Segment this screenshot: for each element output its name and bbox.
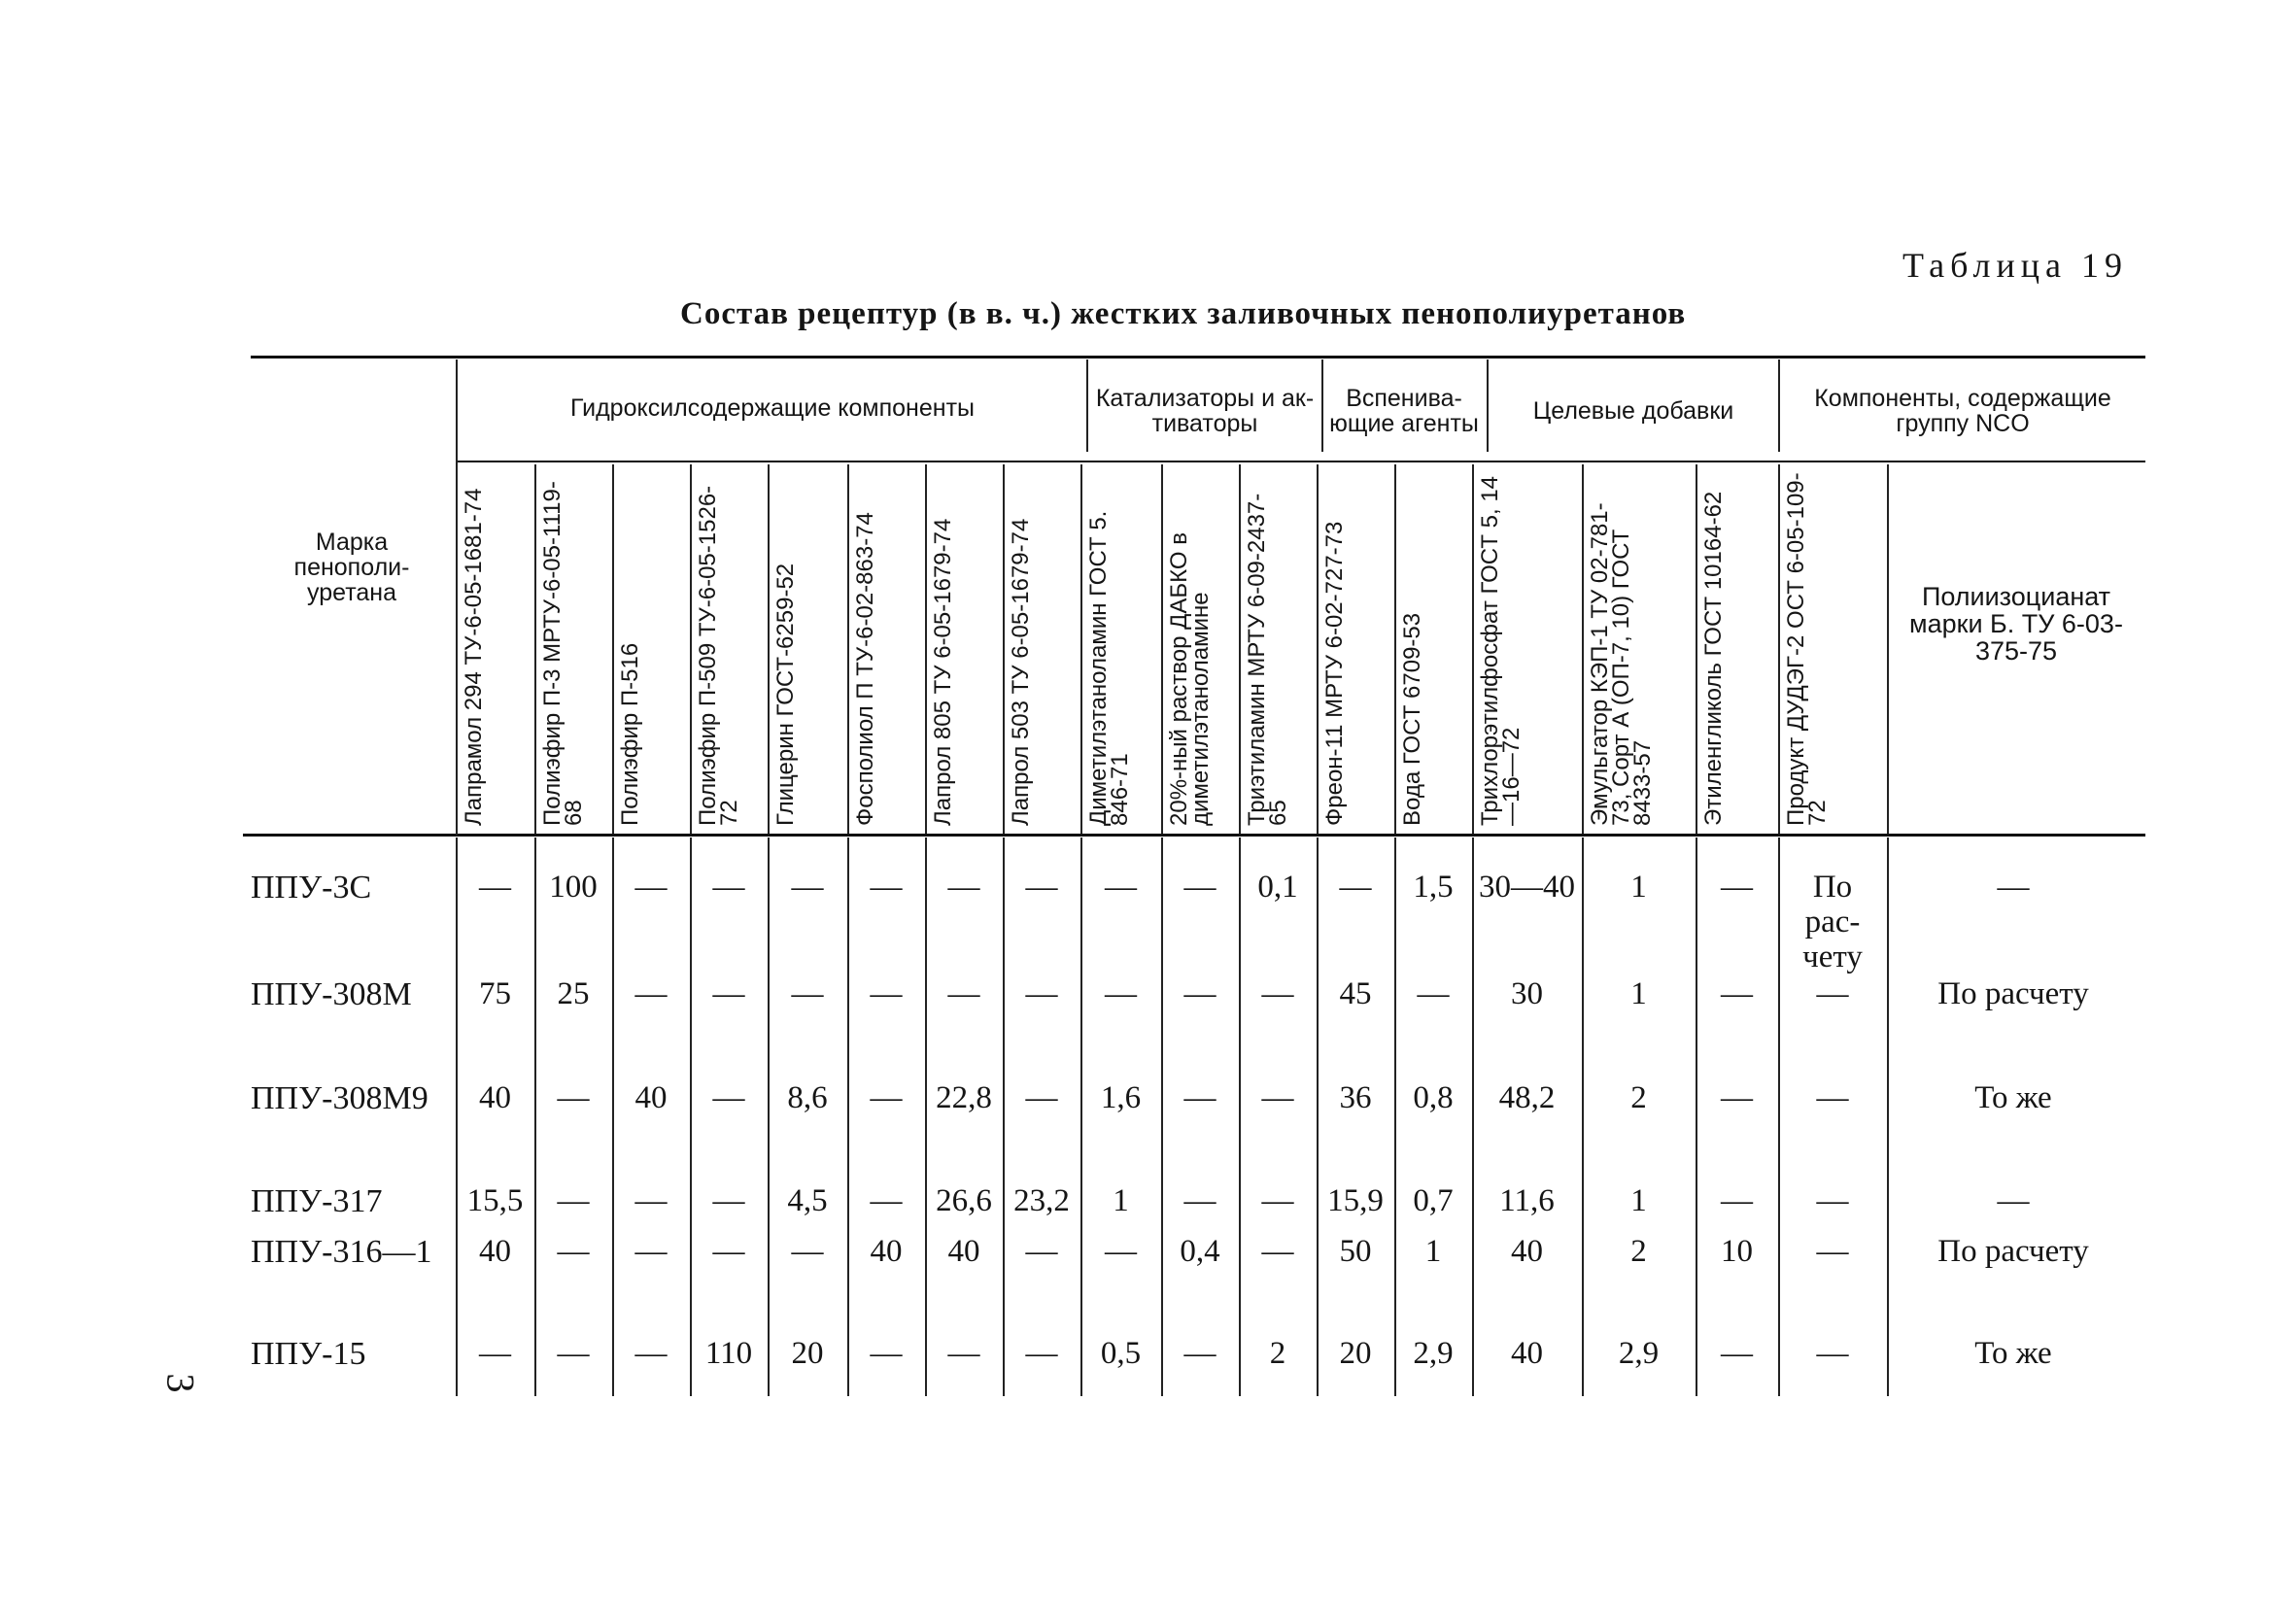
table-label: Таблица 19	[1902, 246, 2128, 285]
table-cell: По расчету	[1937, 1234, 2089, 1269]
table-cell: —	[791, 870, 824, 905]
table-cell: —	[1261, 1234, 1294, 1269]
column-header-text: Триэтиламин МРТУ 6-09-2437-65	[1244, 493, 1291, 826]
column-header-text: Этиленгликоль ГОСТ 10164-62	[1700, 491, 1727, 826]
table-cell: —	[1183, 1336, 1217, 1371]
table-cell: 30—40	[1479, 870, 1575, 905]
column-divider	[1394, 837, 1396, 1396]
column-divider	[768, 837, 770, 1396]
column-divider	[1317, 464, 1319, 834]
column-divider	[690, 837, 692, 1396]
table-cell: —	[1816, 1080, 1849, 1115]
table-cell: —	[557, 1080, 590, 1115]
table-cell: —	[557, 1183, 590, 1218]
table-cell: 11,6	[1499, 1183, 1555, 1218]
table-cell: 1,6	[1100, 1080, 1142, 1115]
table-cell: 40	[1511, 1234, 1543, 1269]
table-cell: 1	[1113, 1183, 1129, 1218]
column-divider	[847, 464, 849, 834]
table-cell: —	[634, 1336, 668, 1371]
table-cell: 0,8	[1413, 1080, 1454, 1115]
table-cell: —	[1997, 1183, 2030, 1218]
table-cell: —	[1816, 1183, 1849, 1218]
table-cell: —	[1183, 1183, 1217, 1218]
column-divider	[925, 464, 927, 834]
table-cell: —	[947, 1336, 980, 1371]
divider	[1778, 359, 1780, 452]
table-cell: —	[947, 870, 980, 905]
table-cell: 2	[1630, 1234, 1647, 1269]
column-header-polyisocyanate: Полиизоцианат марки Б. ТУ 6-03-375-75	[1909, 582, 2123, 666]
column-header-text: 20%-ный раствор ДАБКО в диметилэтаноламине	[1166, 532, 1214, 826]
group-header-hydroxyl: Гидроксилсодержащие компоненты	[570, 394, 975, 422]
table-cell: 2,9	[1618, 1336, 1660, 1371]
table-cell: 20	[1339, 1336, 1372, 1371]
column-divider	[1887, 464, 1889, 834]
table-top-rule	[251, 356, 2145, 359]
table-cell: 40	[947, 1234, 980, 1269]
table-cell: 26,6	[936, 1183, 992, 1218]
table-cell: —	[557, 1234, 590, 1269]
row-label: ППУ-3С	[251, 870, 372, 906]
table-cell: 1	[1630, 870, 1647, 905]
table-cell: 75	[479, 976, 511, 1011]
table-cell: 48,2	[1498, 1080, 1556, 1115]
table-cell: 2,9	[1413, 1336, 1454, 1371]
row-label: ППУ-308М9	[251, 1080, 428, 1116]
table-cell: —	[1816, 976, 1849, 1011]
table-cell: 40	[479, 1234, 511, 1269]
divider	[1487, 359, 1489, 452]
group-header-rule	[457, 461, 2145, 462]
table-cell: —	[1816, 1336, 1849, 1371]
row-header: Марка пенополиуретана	[293, 529, 410, 606]
table-cell: —	[1025, 1336, 1058, 1371]
table-cell: —	[712, 1234, 745, 1269]
table-cell: —	[1025, 1080, 1058, 1115]
table-cell: —	[1816, 1234, 1849, 1269]
table-cell: —	[1721, 1183, 1753, 1218]
table-cell: —	[634, 1183, 668, 1218]
table-cell: 22,8	[936, 1080, 992, 1115]
table-cell: 15,5	[466, 1183, 524, 1218]
table-cell: —	[634, 870, 668, 905]
table-cell: —	[1025, 870, 1058, 905]
column-divider	[1472, 837, 1474, 1396]
column-divider	[847, 837, 849, 1396]
table-cell: —	[1339, 870, 1372, 905]
group-header-catalysts: Катализаторы и активаторы	[1095, 384, 1315, 437]
column-divider	[1582, 837, 1584, 1396]
table-cell: —	[1261, 1080, 1294, 1115]
column-divider	[1778, 837, 1780, 1396]
table-title: Состав рецептур (в в. ч.) жестких заливочных пенополиуретанов	[680, 296, 1687, 331]
column-divider	[1778, 464, 1780, 834]
table-cell: —	[1183, 870, 1217, 905]
table-cell: —	[1105, 870, 1137, 905]
table-cell: 1	[1630, 976, 1647, 1011]
table-cell: 2	[1630, 1080, 1647, 1115]
table-cell: 100	[549, 870, 598, 905]
table-cell: —	[1261, 976, 1294, 1011]
table-cell: —	[1183, 1080, 1217, 1115]
column-divider	[925, 837, 927, 1396]
table-cell: 40	[870, 1234, 903, 1269]
table-cell: 2	[1269, 1336, 1286, 1371]
table-cell: 23,2	[1013, 1183, 1070, 1218]
table-cell: 0,5	[1100, 1336, 1142, 1371]
table-cell: 110	[704, 1336, 753, 1371]
table-cell: 15,9	[1327, 1183, 1384, 1218]
table-cell: —	[870, 976, 903, 1011]
table-cell: —	[1997, 870, 2030, 905]
column-divider	[1696, 464, 1697, 834]
column-divider	[1887, 837, 1889, 1396]
row-label: ППУ-316—1	[251, 1234, 432, 1270]
table-cell: 8,6	[787, 1080, 828, 1115]
table-cell: —	[1183, 976, 1217, 1011]
column-divider	[534, 464, 536, 834]
column-divider	[1239, 464, 1241, 834]
column-divider	[1003, 464, 1005, 834]
column-header-text: Вода ГОСТ 6709-53	[1399, 612, 1425, 826]
table-cell: —	[1105, 976, 1137, 1011]
table-cell: —	[870, 870, 903, 905]
column-divider	[690, 464, 692, 834]
column-header-text: Эмульгатор КЭП-1 ТУ 02-781-73, Сорт А (ОП-7, 10) ГОСТ 8433-57	[1587, 502, 1656, 826]
column-divider	[612, 837, 614, 1396]
column-divider	[1696, 837, 1697, 1396]
column-header-text: Лапрол 503 ТУ 6-05-1679-74	[1008, 518, 1034, 826]
table-cell: —	[1721, 870, 1753, 905]
table-cell: 4,5	[787, 1183, 828, 1218]
table-cell: 40	[479, 1080, 511, 1115]
table-cell: —	[634, 976, 668, 1011]
table-cell: —	[870, 1080, 903, 1115]
table-cell: —	[557, 1336, 590, 1371]
column-divider	[1239, 837, 1241, 1396]
page-number: 3	[158, 1373, 203, 1393]
table-cell: 1	[1424, 1234, 1442, 1269]
table-cell: 0,1	[1257, 870, 1298, 905]
column-header-text: Полиэфир П-3 МРТУ-6-05-1119-68	[539, 481, 587, 826]
column-divider	[1472, 464, 1474, 834]
table-cell: —	[1261, 1183, 1294, 1218]
table-cell: —	[1721, 1080, 1753, 1115]
table-cell: —	[712, 1080, 745, 1115]
table-cell: 25	[557, 976, 590, 1011]
column-divider	[534, 837, 536, 1396]
column-divider	[1003, 837, 1005, 1396]
row-label: ППУ-317	[251, 1183, 383, 1219]
table-cell: 20	[791, 1336, 824, 1371]
row-label: ППУ-308М	[251, 976, 412, 1012]
column-header-text: Диметилэтаноламин ГОСТ 5. 846-71	[1085, 510, 1133, 826]
table-cell: —	[712, 1183, 745, 1218]
column-header-text: Полиэфир П-516	[617, 642, 643, 826]
table-cell: —	[1417, 976, 1450, 1011]
table-cell: —	[1721, 1336, 1753, 1371]
table-cell: —	[1721, 976, 1753, 1011]
header-bottom-rule	[243, 834, 2145, 837]
group-header-additives: Целевые добавки	[1532, 396, 1734, 425]
column-header-text: Глицерин ГОСТ-6259-52	[772, 563, 799, 826]
table-cell: —	[712, 870, 745, 905]
table-cell: 40	[634, 1080, 668, 1115]
table-cell: То же	[1974, 1080, 2052, 1115]
column-header-text: Трихлорэтилфосфат ГОСТ 5, 14—16—72	[1477, 475, 1525, 826]
table-cell: По расчету	[1802, 870, 1863, 974]
table-cell: 40	[1511, 1336, 1543, 1371]
column-header-text: Лапрамол 294 ТУ-6-05-1681-74	[461, 488, 487, 826]
column-divider	[768, 464, 770, 834]
column-header-text: Полиэфир П-509 ТУ-6-05-1526-72	[695, 485, 742, 826]
table-cell: 10	[1721, 1234, 1753, 1269]
row-label: ППУ-15	[251, 1336, 366, 1372]
column-divider	[456, 837, 458, 1396]
table-cell: 45	[1339, 976, 1372, 1011]
column-divider	[1394, 464, 1396, 834]
column-divider	[1080, 837, 1082, 1396]
table-cell: То же	[1974, 1336, 2052, 1371]
table-cell: По расчету	[1937, 976, 2089, 1011]
column-divider	[612, 464, 614, 834]
table-cell: —	[634, 1234, 668, 1269]
column-divider	[1317, 837, 1319, 1396]
table-cell: —	[791, 976, 824, 1011]
table-cell: —	[870, 1336, 903, 1371]
group-header-blowing-agents: Вспенивающие агенты	[1329, 384, 1479, 437]
table-cell: 30	[1511, 976, 1543, 1011]
table-cell: —	[1105, 1234, 1137, 1269]
table-cell: —	[947, 976, 980, 1011]
table-cell: —	[1025, 976, 1058, 1011]
table-cell: —	[479, 1336, 511, 1371]
table-cell: 1	[1630, 1183, 1647, 1218]
table-cell: —	[791, 1234, 824, 1269]
group-header-nco: Компоненты, содержащие группу NCO	[1814, 385, 2111, 437]
column-divider	[1080, 464, 1082, 834]
column-divider	[1161, 464, 1163, 834]
column-divider	[1582, 464, 1584, 834]
table-cell: —	[479, 870, 511, 905]
column-divider	[456, 464, 458, 834]
column-header-text: Лапрол 805 ТУ 6-05-1679-74	[930, 518, 956, 826]
column-divider	[1161, 837, 1163, 1396]
column-header-text: Фреон-11 МРТУ 6-02-727-73	[1321, 521, 1348, 826]
table-cell: 0,4	[1180, 1234, 1220, 1269]
table-cell: —	[870, 1183, 903, 1218]
column-header-text: Продукт ДУДЭГ-2 ОСТ 6-05-109-72	[1783, 472, 1831, 826]
divider	[1086, 359, 1088, 452]
table-cell: 36	[1339, 1080, 1372, 1115]
table-cell: —	[1025, 1234, 1058, 1269]
table-cell: —	[712, 976, 745, 1011]
table-cell: 1,5	[1413, 870, 1454, 905]
column-header-text: Фосполиол П ТУ-6-02-863-74	[852, 512, 878, 826]
table-cell: 0,7	[1413, 1183, 1454, 1218]
table-cell: 50	[1339, 1234, 1372, 1269]
